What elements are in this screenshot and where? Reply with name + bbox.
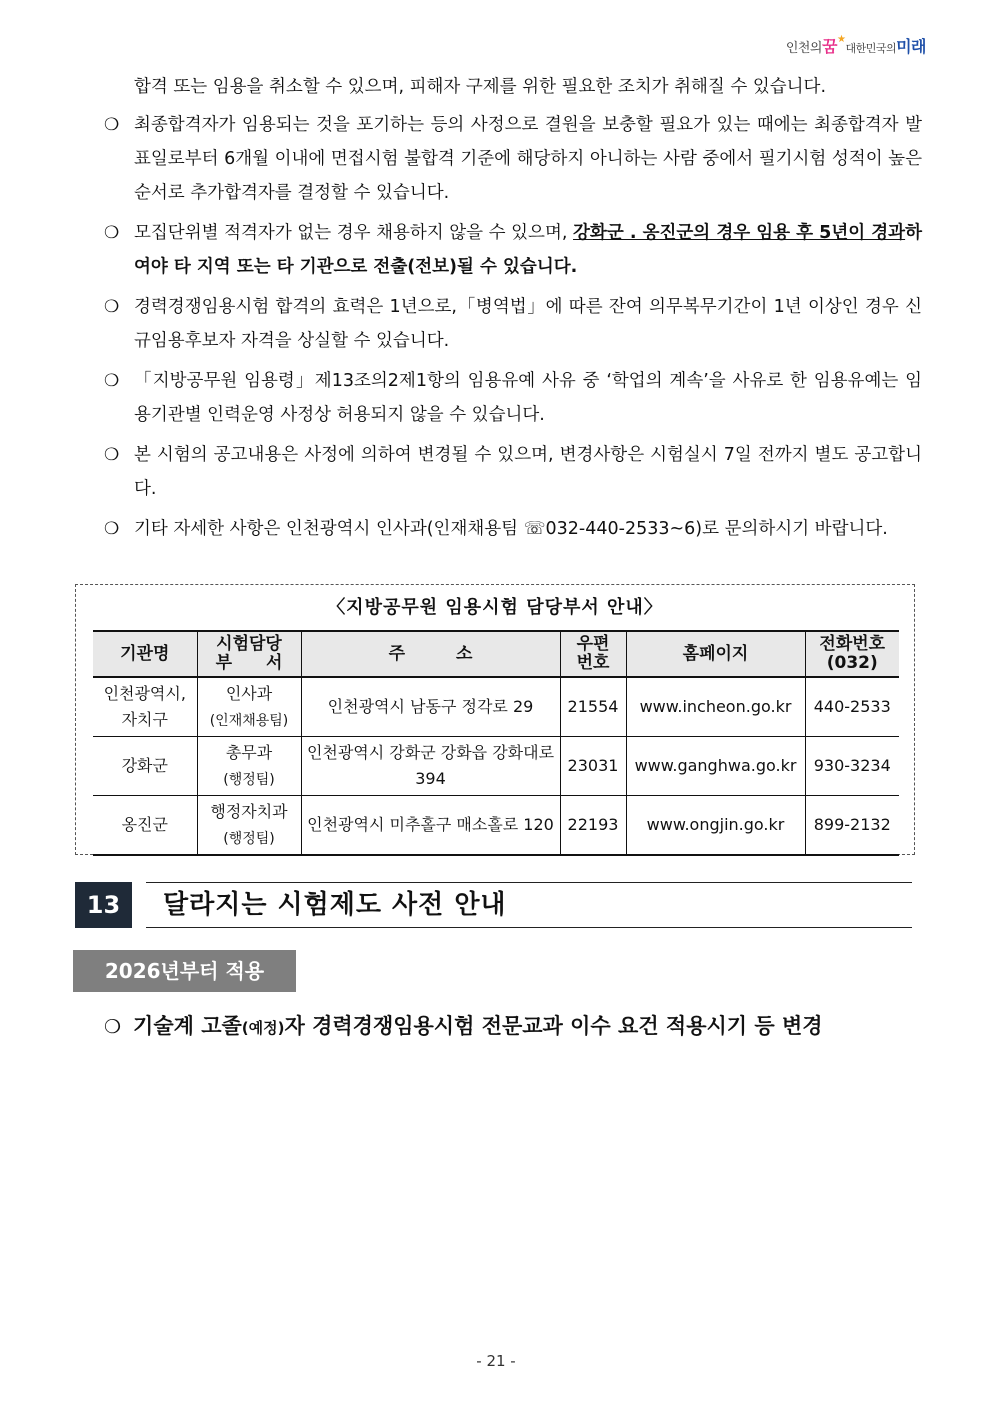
section-number: 13: [75, 882, 132, 928]
circle-bullet-icon: ❍: [104, 445, 120, 465]
circle-bullet-icon: ❍: [104, 519, 120, 539]
header-dept: 시험담당 부 서: [197, 631, 301, 677]
cell-zip: 22193: [560, 796, 626, 856]
paragraph-changes: ❍ 본 시험의 공고내용은 사정에 의하여 변경될 수 있으며, 변경사항은 시험실시 7일 전까지 별도 공고합니다.: [104, 438, 922, 506]
header-address: 주 소: [301, 631, 560, 677]
cell-homepage[interactable]: www.ongjin.go.kr: [626, 796, 805, 856]
table-row: [93, 796, 899, 856]
department-table: [93, 630, 899, 856]
cell-homepage[interactable]: www.ganghwa.go.kr: [626, 737, 805, 796]
cell-address: 인천광역시 강화군 강화읍 강화대로 394: [301, 737, 560, 796]
cell-homepage[interactable]: www.incheon.go.kr: [626, 677, 805, 737]
section-divider-bottom: [146, 927, 912, 928]
circle-bullet-icon: ❍: [104, 115, 120, 135]
cell-org: 옹진군: [93, 796, 197, 856]
cell-address: 인천광역시 남동구 정각로 29: [301, 677, 560, 737]
header-zip: 우편 번호: [560, 631, 626, 677]
table-row: [93, 737, 899, 796]
page-number: - 21 -: [476, 1352, 516, 1370]
paragraph-continuation: 합격 또는 임용을 취소할 수 있으며, 피해자 구제를 위한 필요한 조치가 취해질 수 있습니다.: [134, 77, 827, 97]
applies-from-tag: 2026년부터 적용: [73, 950, 296, 992]
paragraph-deferment: ❍ 「지방공무원 임용령」제13조의2제1항의 임용유예 사유 중 ‘학업의 계속’을 사유로 한 임용유예는 임용기관별 인력운영 사정상 허용되지 않을 수 있습니다.: [104, 364, 922, 432]
table-row: [93, 677, 899, 737]
highlight-underlined: 강화군 . 옹진군의 경우 임용 후 5년이 경과: [573, 223, 906, 243]
cell-org: 인천광역시, 자치구: [93, 677, 197, 737]
change-item: ❍ 기술계 고졸(예정)자 경력경쟁임용시험 전문교과 이수 요건 적용시기 등 변경: [104, 1014, 823, 1038]
paragraph-validity: ❍ 경력경쟁임용시험 합격의 효력은 1년으로,「병역법」에 따른 잔여 의무복무기간이 1년 이상인 경우 신규임용후보자 자격을 상실할 수 있습니다.: [104, 290, 922, 358]
notice-paragraphs: [104, 70, 922, 552]
section-title: 달라지는 시험제도 사전 안내: [163, 890, 507, 920]
paragraph-transfer-rule: ❍ 모집단위별 적격자가 없는 경우 채용하지 않을 수 있으며, 강화군 . 옹진군의 경우 임용 후 5년이 경과하여야 타 지역 또는 타 기관으로 전출(전보)될 수 있습니다.: [104, 216, 922, 284]
highlight-bold: 하여야 타 지역 또는 타 기관으로 전출(전보)될 수 있습니다.: [134, 223, 922, 277]
circle-bullet-icon: ❍: [104, 297, 120, 317]
header-homepage: 홈페이지: [626, 631, 805, 677]
paragraph-additional-pass: ❍ 최종합격자가 임용되는 것을 포기하는 등의 사정으로 결원을 보충할 필요가 있는 때에는 최종합격자 발표일로부터 6개월 이내에 면접시험 불합격 기준에 해당하지 아니하는 사람 중에서 필기시험 성적이 높은 순서로 추가합격자를 결정할 수 있습니다.: [104, 108, 922, 210]
table-header-row: [93, 631, 899, 677]
cell-org: 강화군: [93, 737, 197, 796]
cell-phone: 899-2132: [805, 796, 899, 856]
cell-address: 인천광역시 미추홀구 매소홀로 120: [301, 796, 560, 856]
cell-dept: 행정자치과 (행정팀): [197, 796, 301, 856]
paragraph-contact: ❍ 기타 자세한 사항은 인천광역시 인사과(인재채용팀 ☏032-440-2533~6)로 문의하시기 바랍니다.: [104, 512, 922, 546]
cell-zip: 21554: [560, 677, 626, 737]
cell-dept: 인사과 (인재채용팀): [197, 677, 301, 737]
cell-zip: 23031: [560, 737, 626, 796]
department-box-title: 〈지방공무원 임용시험 담당부서 안내〉: [327, 597, 663, 618]
header-logo: 인천의꿈★대한민국의미래: [785, 34, 926, 56]
circle-bullet-icon: ❍: [104, 1016, 122, 1038]
section-header: [75, 882, 912, 928]
cell-phone: 930-3234: [805, 737, 899, 796]
circle-bullet-icon: ❍: [104, 371, 120, 391]
star-icon: ★: [836, 34, 846, 45]
circle-bullet-icon: ❍: [104, 223, 120, 243]
cell-dept: 총무과 (행정팀): [197, 737, 301, 796]
header-org: 기관명: [93, 631, 197, 677]
cell-phone: 440-2533: [805, 677, 899, 737]
department-info-box: [75, 584, 915, 855]
header-phone: 전화번호 (032): [805, 631, 899, 677]
